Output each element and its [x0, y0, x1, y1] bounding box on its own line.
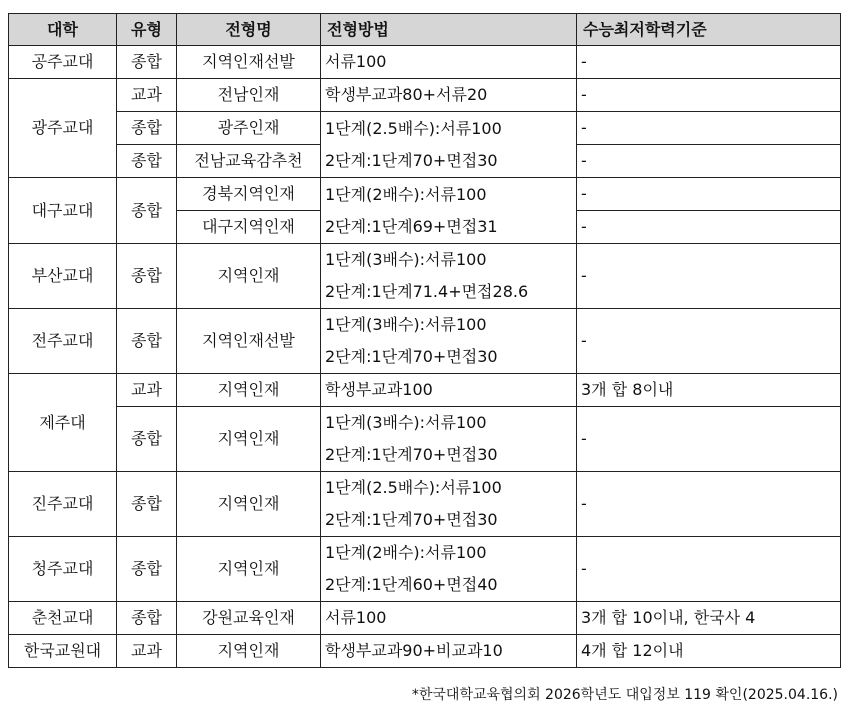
- method-line-1: 1단계(3배수):서류100: [325, 413, 487, 432]
- minimum-cell: 4개 합 12이내: [577, 635, 841, 668]
- table-row: [9, 537, 841, 602]
- method-line-2: 2단계:1단계70+면접30: [325, 445, 498, 464]
- header-method: 전형방법: [321, 14, 577, 46]
- method-cell: 서류100: [321, 602, 577, 635]
- type-cell: 종합: [117, 244, 177, 309]
- table-row: [9, 244, 841, 309]
- name-cell: 지역인재선발: [177, 46, 321, 79]
- univ-cell: 부산교대: [9, 244, 117, 309]
- minimum-cell: 3개 합 8이내: [577, 374, 841, 407]
- type-cell: 교과: [117, 635, 177, 668]
- header-type: 유형: [117, 14, 177, 46]
- univ-cell: 진주교대: [9, 472, 117, 537]
- name-cell: 경북지역인재: [177, 178, 321, 211]
- method-cell: [321, 178, 577, 244]
- minimum-cell: -: [577, 537, 841, 602]
- method-line-2: 2단계:1단계70+면접30: [325, 510, 498, 529]
- minimum-cell: -: [577, 309, 841, 374]
- method-cell: 학생부교과80+서류20: [321, 79, 577, 112]
- method-line-2: 2단계:1단계60+면접40: [325, 575, 498, 594]
- header-minimum: 수능최저학력기준: [577, 14, 841, 46]
- minimum-cell: -: [577, 407, 841, 472]
- table-row: [9, 79, 841, 112]
- method-line-1: 1단계(3배수):서류100: [325, 250, 487, 269]
- method-line-2: 2단계:1단계70+면접30: [325, 347, 498, 366]
- name-cell: 지역인재: [177, 472, 321, 537]
- univ-cell: 한국교원대: [9, 635, 117, 668]
- name-cell: 전남인재: [177, 79, 321, 112]
- method-cell: [321, 244, 577, 309]
- table-row: [9, 46, 841, 79]
- name-cell: 대구지역인재: [177, 211, 321, 244]
- type-cell: 종합: [117, 145, 177, 178]
- minimum-cell: -: [577, 112, 841, 145]
- method-line-1: 1단계(2.5배수):서류100: [325, 478, 502, 497]
- table-row: [9, 178, 841, 211]
- method-cell: 학생부교과100: [321, 374, 577, 407]
- minimum-cell: -: [577, 79, 841, 112]
- minimum-cell: -: [577, 46, 841, 79]
- table-row: [9, 472, 841, 537]
- method-line-1: 1단계(2배수):서류100: [325, 543, 487, 562]
- method-cell: [321, 309, 577, 374]
- method-cell: 학생부교과90+비교과10: [321, 635, 577, 668]
- name-cell: 지역인재: [177, 537, 321, 602]
- name-cell: 지역인재: [177, 635, 321, 668]
- minimum-cell: -: [577, 211, 841, 244]
- table-row: [9, 635, 841, 668]
- method-line-2: 2단계:1단계71.4+면접28.6: [325, 282, 529, 301]
- table-row: [9, 602, 841, 635]
- name-cell: 강원교육인재: [177, 602, 321, 635]
- type-cell: 교과: [117, 374, 177, 407]
- univ-cell: 대구교대: [9, 178, 117, 244]
- source-footnote: *한국대학교육협의회 2026학년도 대입정보 119 확인(2025.04.16.): [411, 687, 838, 703]
- univ-cell: 광주교대: [9, 79, 117, 178]
- univ-cell: 제주대: [9, 374, 117, 472]
- name-cell: 지역인재선발: [177, 309, 321, 374]
- name-cell: 지역인재: [177, 374, 321, 407]
- header-name: 전형명: [177, 14, 321, 46]
- type-cell: 종합: [117, 407, 177, 472]
- method-line-1: 1단계(3배수):서류100: [325, 315, 487, 334]
- table-row: [9, 407, 841, 472]
- type-cell: 교과: [117, 79, 177, 112]
- header-row: [9, 14, 841, 46]
- minimum-cell: -: [577, 178, 841, 211]
- admissions-table: [8, 13, 841, 668]
- table-row: [9, 309, 841, 374]
- method-cell: [321, 112, 577, 178]
- type-cell: 종합: [117, 309, 177, 374]
- method-line-2: 2단계:1단계69+면접31: [325, 216, 498, 236]
- method-line-2: 2단계:1단계70+면접30: [325, 150, 498, 170]
- name-cell: 광주인재: [177, 112, 321, 145]
- name-cell: 지역인재: [177, 407, 321, 472]
- univ-cell: 공주교대: [9, 46, 117, 79]
- type-cell: 종합: [117, 46, 177, 79]
- method-cell: [321, 407, 577, 472]
- type-cell: 종합: [117, 178, 177, 244]
- name-cell: 지역인재: [177, 244, 321, 309]
- table-row: [9, 374, 841, 407]
- minimum-cell: -: [577, 244, 841, 309]
- minimum-cell: 3개 합 10이내, 한국사 4: [577, 602, 841, 635]
- table-row: [9, 112, 841, 145]
- type-cell: 종합: [117, 602, 177, 635]
- method-cell: [321, 472, 577, 537]
- name-cell: 전남교육감추천: [177, 145, 321, 178]
- type-cell: 종합: [117, 112, 177, 145]
- type-cell: 종합: [117, 472, 177, 537]
- header-univ: 대학: [9, 14, 117, 46]
- method-cell: 서류100: [321, 46, 577, 79]
- univ-cell: 전주교대: [9, 309, 117, 374]
- univ-cell: 청주교대: [9, 537, 117, 602]
- method-cell: [321, 537, 577, 602]
- univ-cell: 춘천교대: [9, 602, 117, 635]
- method-line-1: 1단계(2.5배수):서류100: [325, 118, 502, 138]
- type-cell: 종합: [117, 537, 177, 602]
- minimum-cell: -: [577, 145, 841, 178]
- minimum-cell: -: [577, 472, 841, 537]
- method-line-1: 1단계(2배수):서류100: [325, 184, 487, 204]
